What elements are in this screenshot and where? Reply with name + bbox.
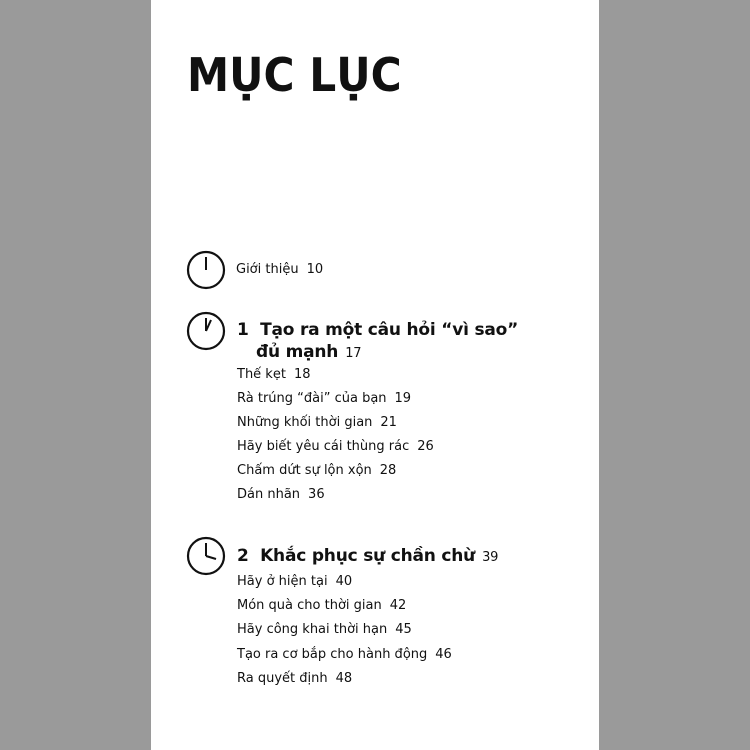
chapter-2-heading[interactable] [237,546,498,566]
page-title: MỤC LỤC [187,48,402,102]
toc-entry-label: Chấm dứt sự lộn xộn [237,463,372,478]
toc-entry[interactable] [237,598,406,613]
toc-entry-intro[interactable] [236,262,323,277]
toc-entry-page: 45 [395,622,412,637]
toc-entry[interactable] [237,622,412,637]
toc-entry-label: Rà trúng “đài” của bạn [237,391,387,406]
toc-entry[interactable] [237,574,352,589]
toc-entry-page: 28 [379,463,397,478]
toc-entry[interactable] [237,647,452,662]
toc-entry-label: Món quà cho thời gian [237,598,382,613]
toc-entry[interactable] [237,391,411,406]
toc-entry-label: Thế kẹt [237,367,286,382]
toc-entry-page: 21 [380,415,397,430]
toc-entry-label: Dán nhãn [237,487,301,502]
toc-entry-label: Những khối thời gian [237,415,373,430]
toc-entry[interactable] [237,367,310,382]
toc-entry-label: Giới thiệu [236,262,299,277]
toc-entry-page: 48 [335,671,353,686]
toc-entry-page: 36 [308,487,325,502]
toc-entry-label: Tạo ra cơ bắp cho hành động [237,647,428,662]
chapter-number: 2 [237,546,249,566]
chapter-title-line1: Khắc phục sự chần chừ [260,546,476,566]
toc-entry-label: Hãy công khai thời hạn [237,622,388,637]
toc-entry[interactable] [237,671,352,686]
toc-entry-page: 19 [394,391,412,406]
chapter-number: 1 [237,320,249,340]
chapter-title-line1: Tạo ra một câu hỏi “vì sao” [260,320,519,340]
toc-entry[interactable] [237,487,325,502]
chapter-title-line2: đủ mạnh [256,342,339,362]
chapter-page: 17 [345,346,362,361]
toc-entry-page: 40 [335,574,353,589]
toc-entry[interactable] [237,463,396,478]
toc-entry-page: 26 [417,439,434,454]
toc-entry-page: 42 [389,598,407,613]
toc-entry-page: 10 [306,262,324,277]
toc-entry[interactable] [237,415,397,430]
clock-icon [186,311,226,351]
toc-entry-page: 46 [435,647,452,662]
toc-entry-page: 18 [293,367,311,382]
clock-icon [186,250,226,290]
toc-entry-label: Ra quyết định [237,671,328,686]
book-page [151,0,599,750]
toc-entry[interactable] [237,439,434,454]
toc-entry-label: Hãy ở hiện tại [237,574,328,589]
chapter-1-heading-cont [256,342,361,362]
toc-entry-label: Hãy biết yêu cái thùng rác [237,439,410,454]
clock-icon [186,536,226,576]
chapter-1-heading[interactable] [237,320,518,340]
chapter-page: 39 [482,550,499,565]
